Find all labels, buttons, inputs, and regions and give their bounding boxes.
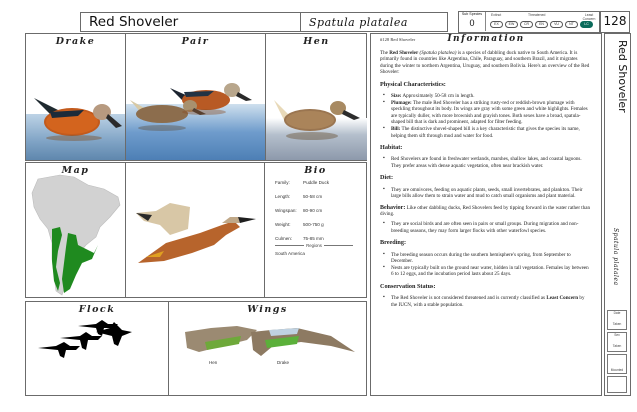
cell-top-label: Date (613, 311, 621, 315)
bio-key: Weight: (275, 222, 291, 227)
conservation-list (380, 295, 591, 308)
information-title: Information (447, 34, 525, 44)
iucn-group-threatened: Threatened (528, 13, 546, 17)
map-bio-row (25, 162, 367, 298)
bio-row-length (275, 194, 322, 199)
iucn-group-least-concern: Least Concern (582, 13, 596, 21)
blank-cell (607, 376, 627, 393)
hen-photo-panel (266, 34, 367, 160)
bio-value: 80-90 cm (303, 208, 323, 213)
cell-bottom-label: Mounted (610, 368, 624, 372)
behavior-text: Like other dabbling ducks, Red Shovelers feed by tipping forward in the water rather than diving. (380, 204, 591, 217)
bio-row-family (275, 180, 329, 185)
breeding-heading: Breeding: (380, 239, 407, 247)
sub-species-count: 0 (469, 18, 475, 28)
iucn-pill-vu: VU (550, 21, 563, 28)
cell-bottom-label: Taken (612, 344, 622, 348)
sub-species-counter (459, 12, 486, 31)
intro-prefix: The (380, 50, 390, 56)
behavior-label: Behavior: (380, 204, 406, 211)
flying-duck-image (130, 199, 258, 269)
intro-rest: is a species of dabbling duck native to South America. It is primarily found in countries like Argentina, Chile, Paraguay, and southern Brazil, and it migrates during the winter to northern Argentina, Uruguay, and southern Bolivia. Here's an overview of the Red Shoveler: (380, 50, 590, 76)
list-item: ▪ Nests are typically built on the ground near water, hidden in tall vegetation. Females lay between 6 to 12 eggs, and the incubation period lasts about 25 days. (380, 265, 591, 278)
drake-duck-image (32, 90, 124, 142)
wings-drake-label: Drake (277, 360, 290, 365)
sex-taken-cell (607, 332, 627, 352)
behavior-list (380, 221, 591, 234)
intro-name: Red Shoveler (389, 50, 419, 56)
list-item: ▪ They are social birds and are often seen in pairs or small groups. During migration and non-breeding seasons, they may form larger flocks with other waterfowl species. (380, 221, 591, 234)
wings-hen-label: Hen (209, 360, 218, 365)
behavior-paragraph (380, 205, 591, 218)
bio-row-weight (275, 222, 324, 227)
item-text: The male Red Shoveler has a striking rusty-red or reddish-brown plumage with speckling throughout its body. Its wings are gray with some green and white highlights. Females are typically duller, with more brownish and grayish tones. Both sexes have a broad, spatula-shaped bill that is dark and prominent, adapted for filter feeding. (391, 100, 588, 126)
habitat-list (380, 156, 591, 169)
list-item (380, 100, 591, 126)
bio-row-culmen (275, 236, 324, 241)
drake-title: Drake (55, 36, 96, 47)
bio-value: 500-750 g (303, 222, 324, 227)
habitat-heading: Habitat: (380, 144, 403, 152)
map-title: Map (61, 165, 90, 176)
physical-list (380, 93, 591, 139)
wings-panel (169, 302, 366, 395)
list-item (380, 93, 591, 99)
intro-paragraph (380, 50, 591, 76)
cell-bottom-label: Taken (612, 322, 622, 326)
drake-photo-panel (26, 34, 126, 160)
bio-value: 75-85 mm (303, 236, 324, 241)
bio-panel (264, 163, 366, 297)
item-label: Plumage: (391, 100, 412, 107)
item-label: Bill: (391, 126, 401, 133)
bio-key: Family: (275, 180, 290, 185)
list-item: ▪ The breeding season occurs during the southern hemisphere's spring, from September to December. (380, 252, 591, 265)
physical-heading: Physical Characteristics: (380, 80, 446, 88)
iucn-pill-lc-active: LC (580, 21, 593, 28)
bio-value: Puddle Duck (303, 180, 330, 185)
list-item: ▪ Red Shovelers are found in freshwater wetlands, marshes, shallow lakes, and coastal lagoons. They prefer areas with dense aquatic vegetation, often near brackish water. (380, 156, 591, 169)
photo-row (25, 33, 367, 161)
map-panel (26, 163, 126, 297)
flock-silhouette-icon (36, 320, 136, 370)
hen-title: Hen (303, 36, 330, 47)
bio-title: Bio (304, 165, 327, 176)
card-number: 128 (600, 11, 630, 33)
conservation-heading: Conservation Status: (380, 282, 436, 290)
mounted-cell (607, 354, 627, 374)
pair-photo-panel (126, 34, 266, 160)
iucn-pill-ex: EX (490, 21, 503, 28)
flock-title: Flock (78, 304, 116, 315)
list-item: ▪ They are omnivores, feeding on aquatic plants, seeds, small invertebrates, and plankton. Their large bills allow them to strain water and mud to catch small organisms and plant material. (380, 187, 591, 200)
bio-key: Culmen: (275, 236, 293, 241)
conservation-prefix: The Red Shoveler is not considered threatened and is currently classified as (391, 295, 547, 302)
bio-row-wingspan (275, 208, 322, 213)
item-text: The distinctive shovel-shaped bill is a key characteristic that gives the species its name, helping them sift through mud and water for food. (391, 126, 580, 139)
spine-common-name: Red Shoveler (616, 40, 629, 113)
spine-scientific-name: Spatula platalea (612, 228, 619, 286)
range-map-image (30, 171, 124, 297)
conservation-status: Least Concern (546, 295, 579, 302)
hen-duck-image (270, 94, 366, 144)
conservation-suffix: by the IUCN, with a stable population. (391, 295, 585, 308)
item-text: Approximately 50-58 cm in length. (401, 93, 475, 100)
flock-wings-row (25, 301, 367, 396)
bio-key: Wingspan: (275, 208, 297, 213)
breeding-list (380, 252, 591, 278)
iucn-status-scale (488, 12, 598, 31)
item-label: Size: (391, 93, 402, 100)
wings-image (181, 322, 361, 372)
iucn-pill-en: EN (535, 21, 548, 28)
intro-scientific: (Spatula platalea) (418, 50, 457, 56)
regions-label: Regions (306, 243, 322, 248)
iucn-pill-nt: NT (565, 21, 578, 28)
card-spine (604, 33, 631, 396)
flock-panel (26, 302, 169, 395)
sub-species-label: Sub Species (461, 12, 483, 16)
iucn-pill-ew: EW (505, 21, 518, 28)
date-taken-cell (607, 310, 627, 330)
diet-list (380, 187, 591, 200)
information-panel (370, 33, 602, 396)
wings-title: Wings (247, 304, 288, 315)
iucn-pill-cr: CR (520, 21, 533, 28)
pair-title: Pair (181, 36, 210, 47)
flying-duck-panel (126, 163, 264, 297)
regions-value: South America (275, 251, 305, 256)
species-scientific-name: Spatula platalea (300, 12, 448, 32)
status-box (458, 11, 600, 33)
list-item (380, 295, 591, 308)
bio-value: 50-58 cm (303, 194, 323, 199)
pair-ducks-image (128, 78, 264, 138)
cell-top-label: Sex (614, 333, 620, 337)
list-item (380, 126, 591, 139)
iucn-group-extinct: Extinct (491, 13, 502, 17)
diet-heading: Diet: (380, 174, 394, 182)
information-content (380, 50, 591, 312)
species-common-name: Red Shoveler (80, 12, 302, 32)
bio-key: Length: (275, 194, 291, 199)
information-id-line: #128 Red Shoveler (380, 37, 416, 42)
